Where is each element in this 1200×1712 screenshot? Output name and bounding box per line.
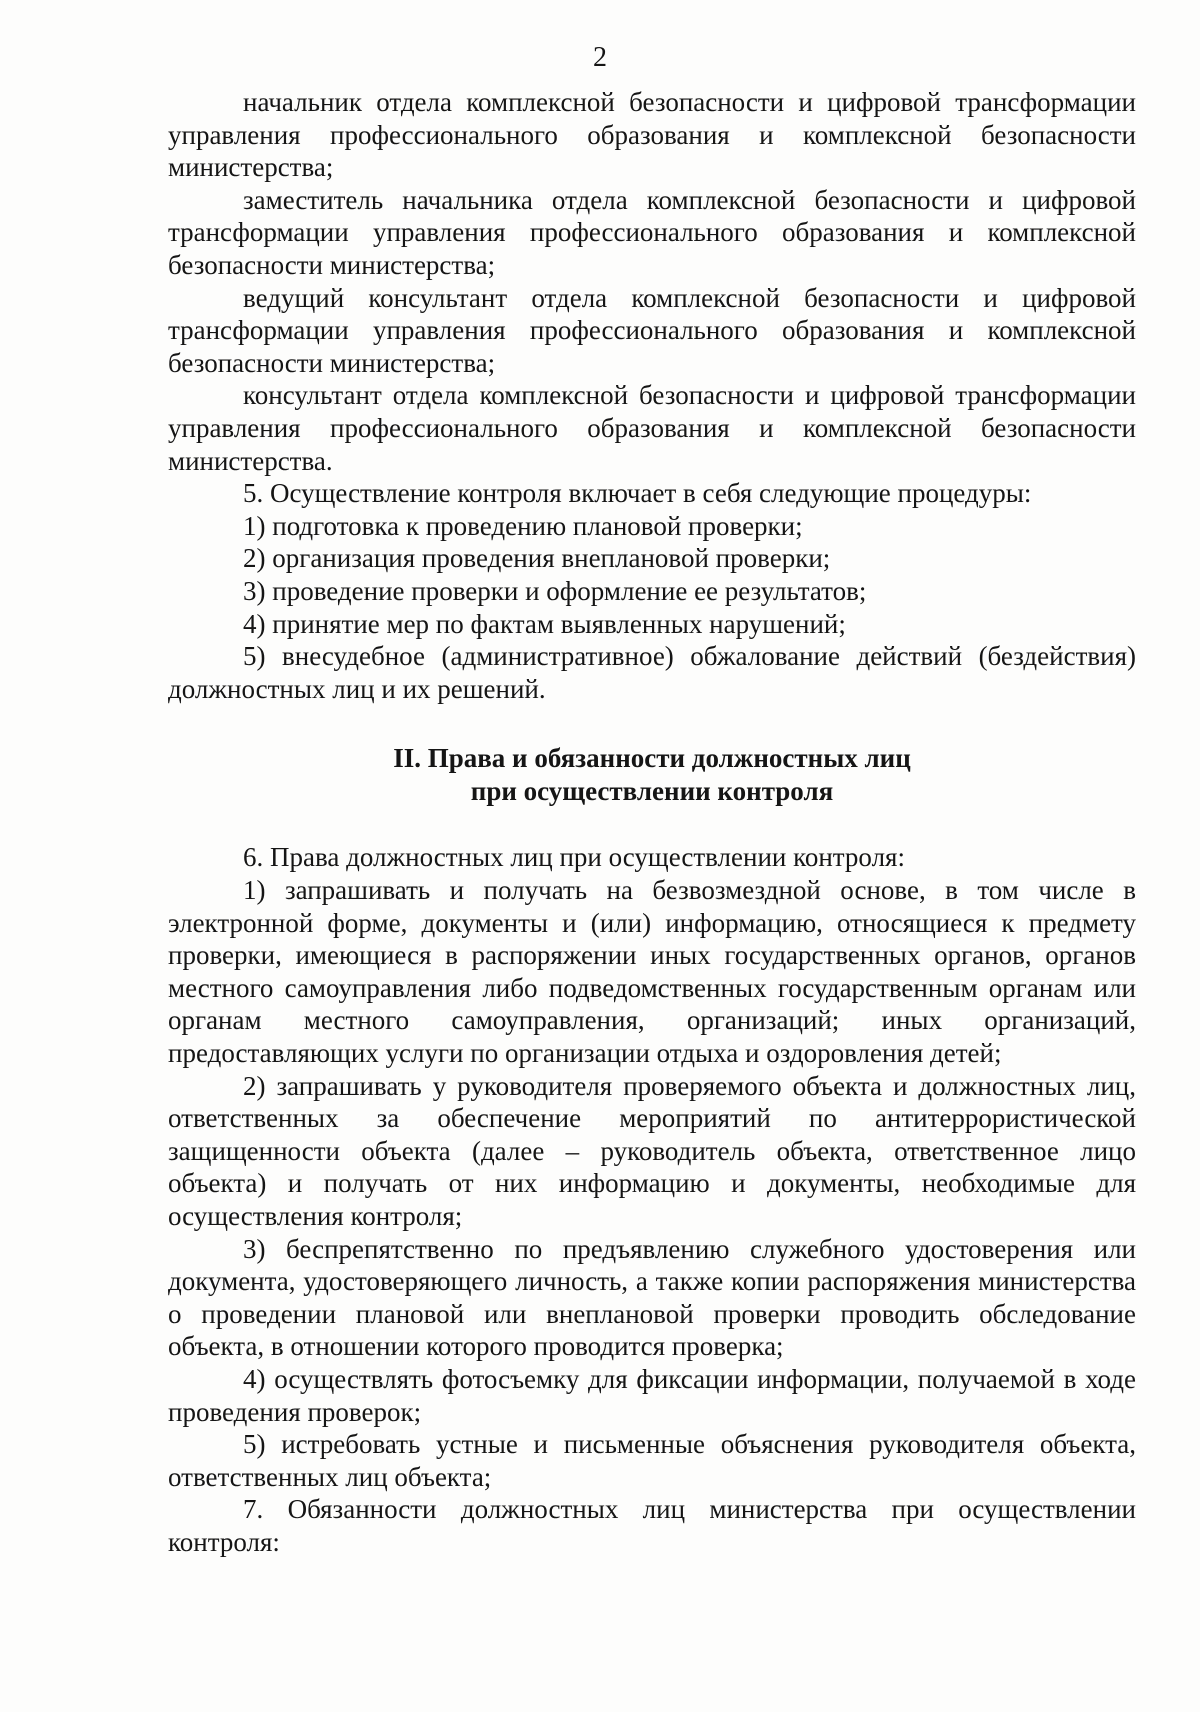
section-heading: [168, 742, 1136, 807]
paragraph-item-6: 6. Права должностных лиц при осуществлении контроля:: [243, 842, 905, 873]
paragraph-head-of-department: начальник отдела комплексной безопасности и цифровой трансформации управления профессионального образования и комплексной безопасности министерства;: [168, 87, 1136, 183]
paragraph-item-5: 5. Осуществление контроля включает в себя следующие процедуры:: [243, 478, 1032, 509]
list-item-5-3: 3) проведение проверки и оформление ее результатов;: [243, 575, 867, 606]
list-item-5-4: 4) принятие мер по фактам выявленных нарушений;: [243, 608, 846, 639]
document-body: [168, 86, 1136, 1559]
list-item-5-1: 1) подготовка к проведению плановой проверки;: [243, 510, 803, 541]
paragraph-item-7: 7. Обязанности должностных лиц министерства при осуществлении контроля:: [168, 1494, 1136, 1557]
list-item-5-2: 2) организация проведения внеплановой проверки;: [243, 543, 831, 574]
paragraph-deputy-head: заместитель начальника отдела комплексной безопасности и цифровой трансформации управления профессионального образования и комплексной безопасности министерства;: [168, 184, 1136, 280]
section-heading-line-2: при осуществлении контроля: [470, 775, 834, 806]
list-item-6-3: 3) беспрепятственно по предъявлению служебного удостоверения или документа, удостоверяющего личность, а также копии распоряжения министерства о проведении плановой или внеплановой проверки проводить обследование объекта, в отношении которого проводится проверка;: [168, 1233, 1136, 1362]
paragraph-consultant: консультант отдела комплексной безопасности и цифровой трансформации управления профессионального образования и комплексной безопасности министерства.: [168, 380, 1136, 476]
list-item-6-4: 4) осуществлять фотосъемку для фиксации информации, получаемой в ходе проведения проверок;: [168, 1363, 1136, 1427]
list-item-6-1: 1) запрашивать и получать на безвозмездной основе, в том числе в электронной форме, документы и (или) информацию, относящиеся к предмету проверки, имеющиеся в распоряжении иных государственных органов, органов местного самоуправления либо подведомственных государственным органам или органам местного самоуправления, организаций; иных организаций, предоставляющих услуги по организации отдыха и оздоровления детей;: [168, 875, 1136, 1069]
list-item-6-2: 2) запрашивать у руководителя проверяемого объекта и должностных лиц, ответственных за обеспечение мероприятий по антитеррористической защищенности объекта (далее – руководитель объекта, ответственное лицо объекта) и получать от них информацию и документы, необходимые для осуществления контроля;: [168, 1070, 1136, 1231]
list-item-5-5: 5) внесудебное (административное) обжалование действий (бездействия) должностных лиц и их решений.: [168, 641, 1136, 704]
section-heading-line-1: II. Права и обязанности должностных лиц: [393, 743, 911, 774]
page-number: 2: [593, 42, 607, 73]
list-item-6-5: 5) истребовать устные и письменные объяснения руководителя объекта, ответственных лиц объекта;: [168, 1429, 1136, 1492]
paragraph-leading-consultant: ведущий консультант отдела комплексной безопасности и цифровой трансформации управления профессионального образования и комплексной безопасности министерства;: [168, 282, 1136, 378]
